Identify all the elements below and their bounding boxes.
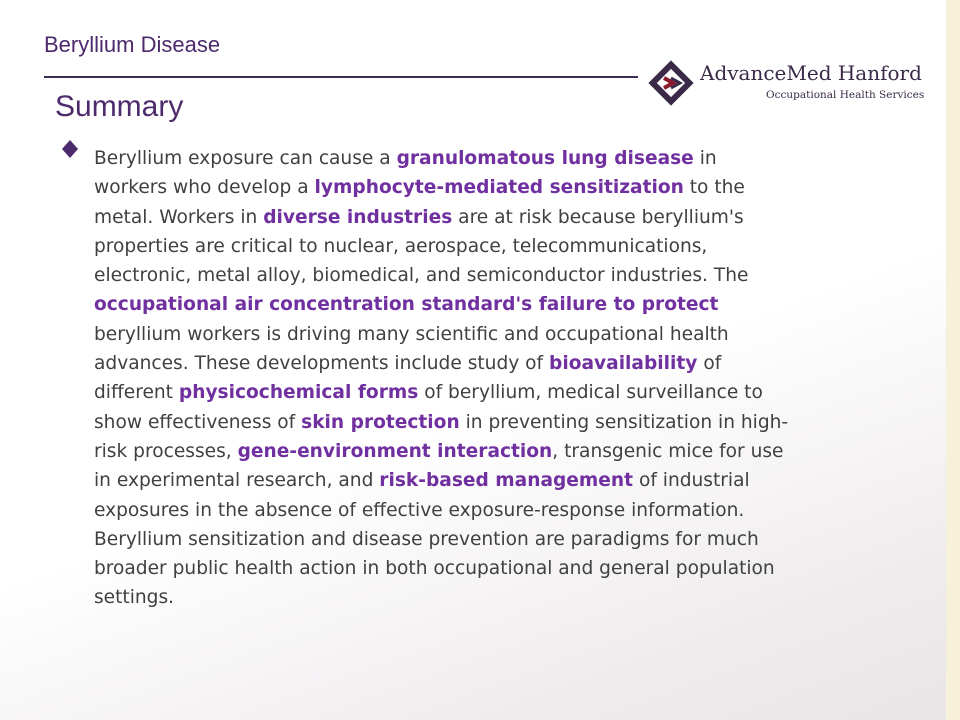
highlight-term: gene-environment interaction xyxy=(237,440,553,462)
highlight-term: skin protection xyxy=(301,411,460,433)
highlight-term: occupational air concentration standard's failure to protect xyxy=(94,294,719,316)
header-divider xyxy=(44,76,638,78)
deck-title: Beryllium Disease xyxy=(44,32,221,57)
company-logo xyxy=(646,58,946,108)
summary-text-segment: , transgenic mice for use in experimental research, and xyxy=(94,440,784,492)
summary-text-segment: to the metal. Workers in xyxy=(94,177,745,228)
highlight-term: physicochemical forms xyxy=(178,382,419,404)
slide-heading: Summary xyxy=(55,90,184,123)
summary-text-segment: are at risk because beryllium's properties are critical to nuclear, aerospace, telecommunications, electronic, metal alloy, biomedical, and semiconductor industries. The xyxy=(94,206,749,287)
summary-text-segment: in workers who develop a xyxy=(94,148,717,199)
highlight-term: granulomatous lung disease xyxy=(396,148,694,169)
summary-text-segment: beryllium workers is driving many scientific and occupational health advances. These developments include study of xyxy=(94,323,729,375)
summary-paragraph xyxy=(94,144,794,613)
highlight-term: risk-based management xyxy=(379,470,634,492)
logo-name: AdvanceMed Hanford xyxy=(700,61,922,85)
summary-text-segment: of different xyxy=(94,353,722,404)
side-accent-bar xyxy=(946,0,960,720)
highlight-term: lymphocyte-mediated sensitization xyxy=(314,177,684,199)
diamond-bullet-icon xyxy=(60,138,80,160)
summary-text-segment: in preventing sensitization in high-risk processes, xyxy=(94,411,789,462)
highlight-term: diverse industries xyxy=(263,206,453,228)
summary-text-segment: Beryllium exposure can cause a xyxy=(94,148,397,169)
diamond-chevron-logo-icon xyxy=(646,58,696,108)
logo-tagline: Occupational Health Services xyxy=(766,89,925,101)
summary-text-segment: of beryllium, medical surveillance to show effectiveness of xyxy=(94,382,763,433)
highlight-term: bioavailability xyxy=(549,353,698,375)
summary-text-segment: of industrial exposures in the absence of effective exposure-response information. Beryllium sensitization and disease prevention are paradigms for much broader public health action in both occupational and general population settings. xyxy=(94,470,775,609)
